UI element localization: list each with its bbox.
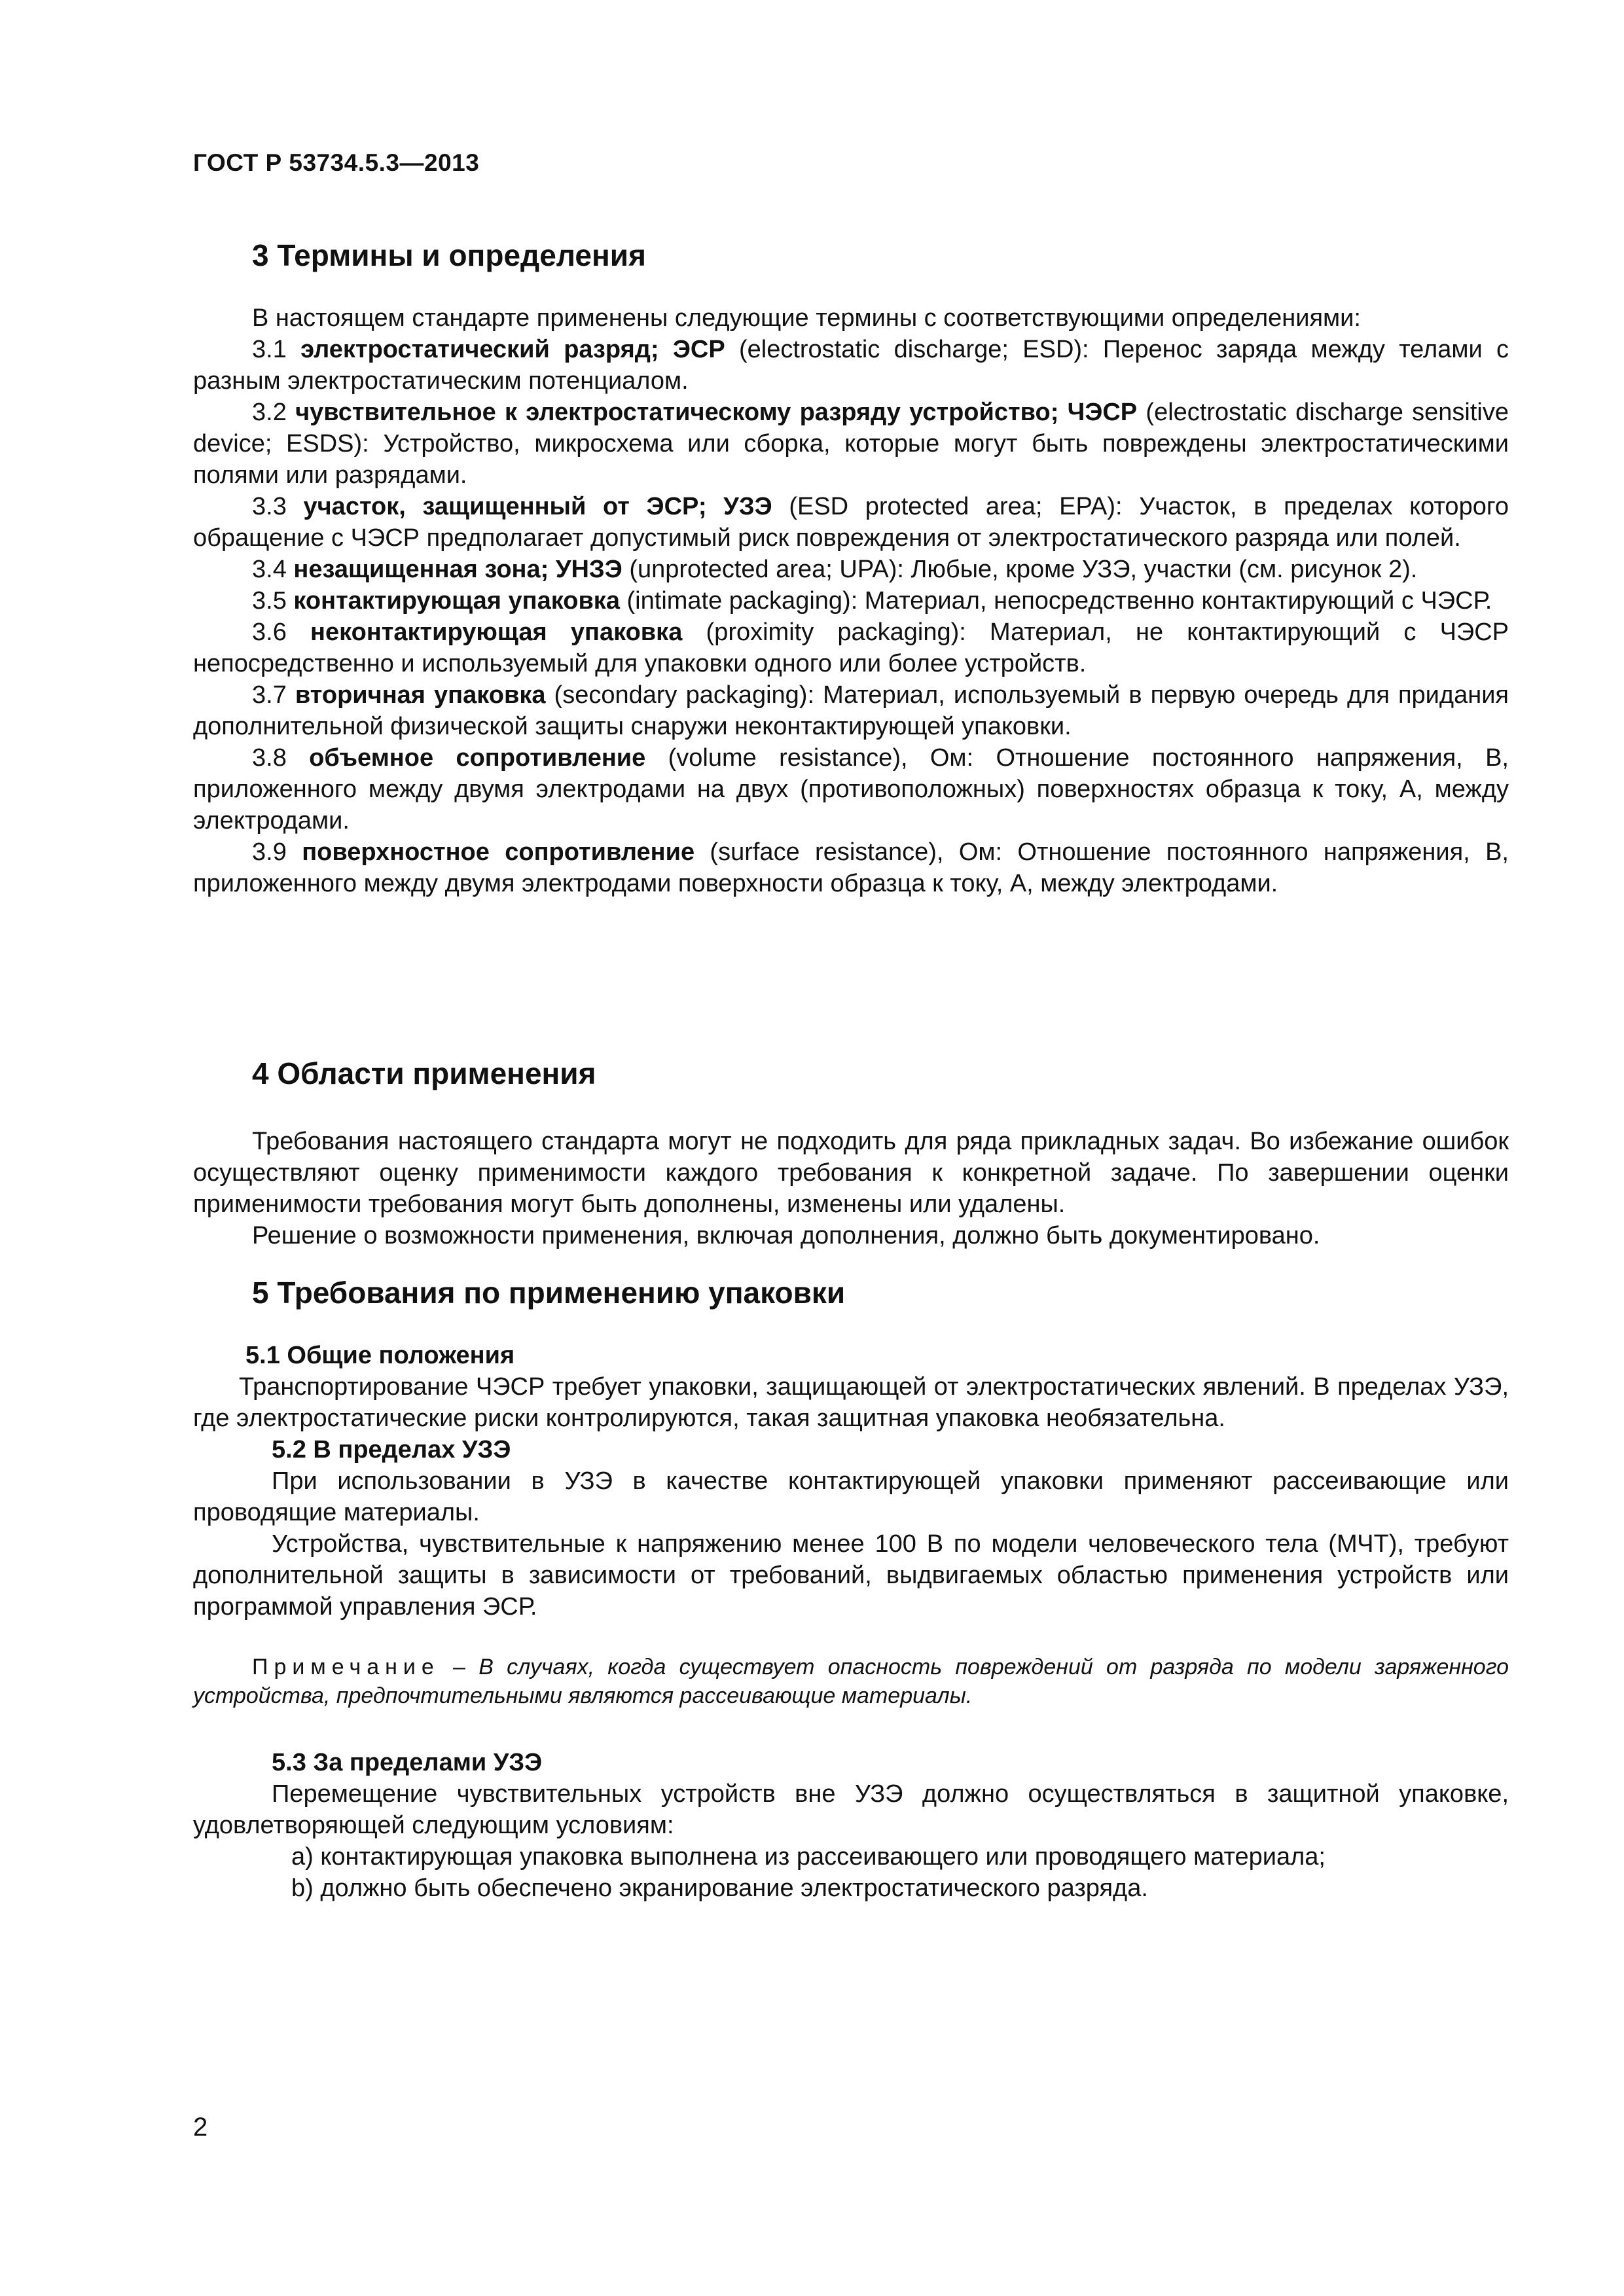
subsection-5-1-text: Транспортирование ЧЭСР требует упаковки, защищающей от электростатических явлений. В пределах УЗЭ, где электростатические риски контролируются, такая защитная упаковка необязательна. [193, 1373, 1509, 1432]
note-text: – В случаях, когда существует опасность повреждений от разряда по модели заряженного устройства, предпочтительными являются рассеивающие материалы. [193, 1655, 1509, 1708]
definition-3-9: 3.9 поверхностное сопротивление (surface resistance), Ом: Отношение постоянного напряжения, В, приложенного между двумя электродами поверхности образца к току, А, между электродами. [193, 838, 1509, 897]
definition-3-6: 3.6 неконтактирующая упаковка (proximity packaging): Материал, не контактирующий с ЧЭСР непосредственно и используемый для упаковки одного или более устройств. [193, 619, 1509, 677]
definition-3-4: 3.4 незащищенная зона; УНЗЭ (unprotected area; UPA): Любые, кроме УЗЭ, участки (см. рисунок 2). [252, 556, 1418, 583]
list-item-b: b) должно быть обеспечено экранирование электростатического разряда. [291, 1874, 1148, 1902]
note-label: Примечание [252, 1655, 440, 1679]
list-item-a: a) контактирующая упаковка выполнена из рассеивающего или проводящего материала; [291, 1843, 1326, 1871]
section-3-title: 3 Термины и определения [252, 238, 646, 272]
note [193, 1653, 1509, 1710]
subsection-5-3-paragraph: Перемещение чувствительных устройств вне УЗЭ должно осуществляться в защитной упаковке, удовлетворяющей следующим условиям: [193, 1780, 1509, 1839]
page-number: 2 [193, 2113, 208, 2142]
section-4 [193, 1054, 1509, 1251]
subsection-5-2-title: 5.2 В пределах УЗЭ [272, 1436, 511, 1463]
section-5 [193, 1273, 1509, 1904]
document-header: ГОСТ Р 53734.5.3—2013 [193, 149, 480, 176]
section-5-title: 5 Требования по применению упаковки [252, 1276, 846, 1310]
section-4-paragraph-1: Требования настоящего стандарта могут не подходить для ряда прикладных задач. Во избежание ошибок осуществляют оценку применимости каждого требования к конкретной задаче. По завершении оценки применимости требования могут быть дополнены, изменены или удалены. [193, 1128, 1509, 1218]
subsection-5-1-title: 5.1 Общие положения [245, 1342, 515, 1369]
definition-3-8: 3.8 объемное сопротивление (volume resistance), Ом: Отношение постоянного напряжения, В, приложенного между двумя электродами на двух (противоположных) поверхностях образца к току, А, между электродами. [193, 744, 1509, 834]
section-4-paragraph-2: Решение о возможности применения, включая дополнения, должно быть документировано. [252, 1222, 1320, 1249]
definition-3-3: 3.3 участок, защищенный от ЭСР; УЗЭ (ESD protected area; EPA): Участок, в пределах которого обращение с ЧЭСР предполагает допустимый риск повреждения от электростатического разряда или полей. [193, 493, 1509, 552]
section-4-title: 4 Области применения [252, 1056, 596, 1090]
definition-3-1: 3.1 электростатический разряд; ЭСР (electrostatic discharge; ESD): Перенос заряда между телами с разным электростатическим потенциалом. [193, 336, 1509, 395]
definition-3-5: 3.5 контактирующая упаковка (intimate packaging): Материал, непосредственно контактирующий с ЧЭСР. [252, 587, 1492, 615]
subsection-5-3-title: 5.3 За пределами УЗЭ [272, 1749, 543, 1776]
subsection-5-2-paragraph-2: Устройства, чувствительные к напряжению менее 100 В по модели человеческого тела (МЧТ), требуют дополнительной защиты в зависимости от требований, выдвигаемых областью применения устройств или программой управления ЭСР. [193, 1530, 1509, 1621]
section-3-intro: В настоящем стандарте применены следующие термины с соответствующими определениями: [252, 304, 1361, 332]
subsection-5-2-paragraph-1: При использовании в УЗЭ в качестве контактирующей упаковки применяют рассеивающие или проводящие материалы. [193, 1467, 1509, 1526]
definition-3-7: 3.7 вторичная упаковка (secondary packaging): Материал, используемый в первую очередь для придания дополнительной физической защиты снаружи неконтактирующей упаковки. [193, 681, 1509, 740]
section-3 [193, 236, 1509, 899]
definition-3-2: 3.2 чувствительное к электростатическому разряду устройство; ЧЭСР (electrostatic discharge sensitive device; ESDS): Устройство, микросхема или сборка, которые могут быть повреждены электростатическими полями или разрядами. [193, 399, 1509, 489]
